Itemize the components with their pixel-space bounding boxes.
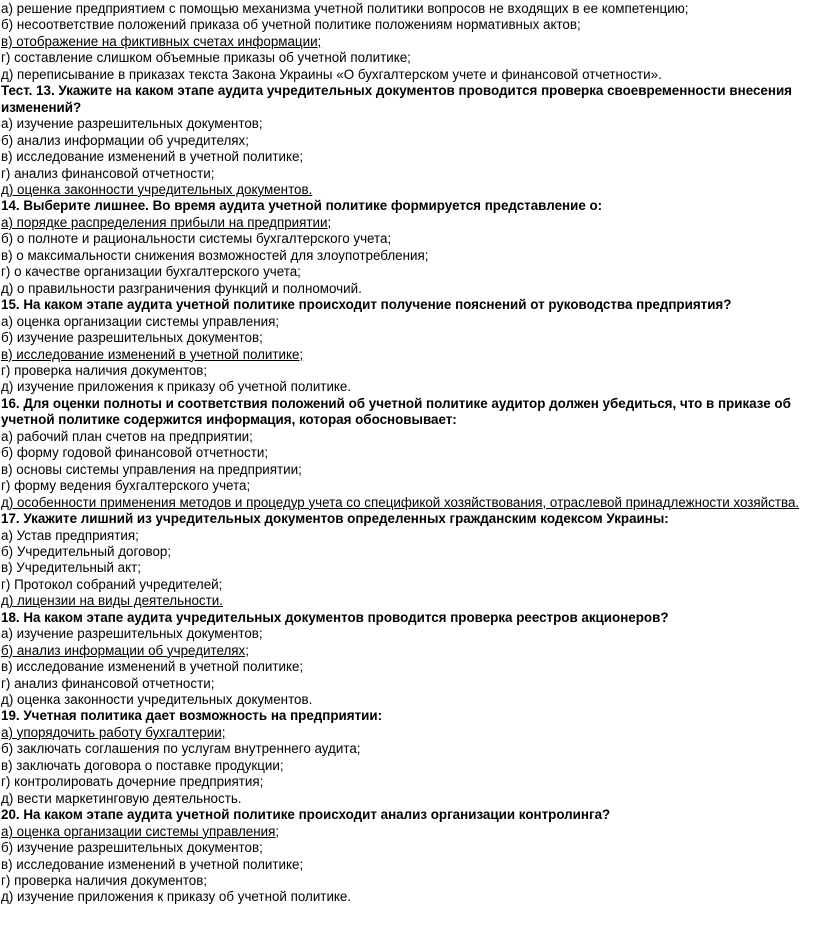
answer-option: а) решение предприятием с помощью механизма учетной политики вопросов не входящих в ее компетенцию; [1, 1, 689, 16]
question-block [1, 807, 816, 906]
answer-option: г) Протокол собраний учредителей; [1, 576, 223, 592]
answer-option: б) заключать соглашения по услугам внутреннего аудита; [1, 741, 361, 757]
answer-option: д) вести маркетинговую деятельность. [1, 790, 242, 806]
answer-option: г) проверка наличия документов; [1, 873, 208, 889]
correct-answer-option: а) порядке распределения прибыли на предприятии; [1, 214, 332, 230]
correct-answer-option: д) оценка законности учредительных документов. [1, 181, 313, 197]
correct-answer-option: а) упорядочить работу бухгалтерии; [1, 724, 226, 740]
answer-option: а) рабочий план счетов на предприятии; [1, 428, 253, 444]
answer-option: д) изучение приложения к приказу об учетной политике. [1, 379, 352, 395]
intro-answer-block [1, 1, 816, 83]
question-title: 15. На каком этапе аудита учетной политике происходит получение пояснений от руководства предприятия? [1, 297, 732, 313]
question-block [1, 297, 816, 396]
correct-answer-option: д) лицензии на виды деятельности. [1, 593, 223, 609]
answer-option: г) контролировать дочерние предприятия; [1, 774, 264, 790]
answer-option: а) Устав предприятия; [1, 527, 139, 543]
answer-option: б) о полноте и рациональности системы бухгалтерского учета; [1, 231, 392, 247]
answer-option: в) Учредительный акт; [1, 560, 141, 576]
correct-answer-option: б) анализ информации об учредителях; [1, 642, 249, 658]
answer-option: г) анализ финансовой отчетности; [1, 165, 215, 181]
question-title: 19. Учетная политика дает возможность на предприятии: [1, 708, 383, 724]
question-title: 20. На каком этапе аудита учетной политике происходит анализ организации контролинга? [1, 807, 611, 823]
answer-option: б) несоответствие положений приказа об учетной политике положениям нормативных актов; [1, 17, 581, 33]
correct-answer-option: в) исследование изменений в учетной политике; [1, 346, 304, 362]
answer-option: а) изучение разрешительных документов; [1, 626, 263, 642]
answer-option: б) изучение разрешительных документов; [1, 840, 263, 856]
answer-option: д) переписывание в приказах текста Закона Украины «О бухгалтерском учете и финансовой отчетности». [1, 66, 662, 82]
answer-option: г) форму ведения бухгалтерского учета; [1, 478, 251, 494]
correct-answer-option: д) особенности применения методов и процедур учета со спецификой хозяйствования, отраслевой принадлежности хозяйства. [1, 494, 800, 510]
answer-option: г) о качестве организации бухгалтерского учета; [1, 264, 301, 280]
question-title: 16. Для оценки полноты и соответствия положений об учетной политике аудитор должен убедиться, что в приказе об учетной политике содержится информация, которая обосновывает: [1, 395, 791, 428]
answer-option: а) оценка организации системы управления; [1, 313, 280, 329]
question-block [1, 511, 816, 610]
question-block [1, 198, 816, 297]
answer-option: в) заключать договора о поставке продукции; [1, 757, 284, 773]
answer-option: б) изучение разрешительных документов; [1, 330, 263, 346]
question-title: Тест. 13. Укажите на каком этапе аудита учредительных документов проводится проверка своевременности внесения изменений? [1, 83, 792, 115]
answer-option: д) о правильности разграничения функций и полномочий. [1, 280, 362, 296]
question-block [1, 396, 816, 511]
question-title: 14. Выберите лишнее. Во время аудита учетной политике формируется представление о: [1, 198, 603, 214]
answer-option: д) оценка законности учредительных документов. [1, 692, 313, 708]
correct-answer-option: в) отображение на фиктивных счетах информации; [1, 33, 322, 49]
answer-option: б) анализ информации об учредителях; [1, 132, 249, 148]
correct-answer-option: а) оценка организации системы управления; [1, 823, 280, 839]
answer-option: б) форму годовой финансовой отчетности; [1, 445, 269, 461]
question-block [1, 708, 816, 807]
question-block [1, 610, 816, 709]
question-title: 17. Укажите лишний из учредительных документов определенных гражданским кодексом Украины: [1, 511, 669, 527]
question-title: 18. На каком этапе аудита учредительных документов проводится проверка реестров акционеров? [1, 609, 669, 625]
answer-option: в) о максимальности снижения возможностей для злоупотребления; [1, 247, 429, 263]
answer-option: в) исследование изменений в учетной политике; [1, 659, 304, 675]
answer-option: в) исследование изменений в учетной политике; [1, 149, 304, 165]
answer-option: г) проверка наличия документов; [1, 362, 208, 378]
answer-option: г) анализ финансовой отчетности; [1, 675, 215, 691]
answer-option: г) составление слишком объемные приказы об учетной политике; [1, 50, 411, 66]
question-block [1, 83, 816, 198]
answer-option: б) Учредительный договор; [1, 543, 172, 559]
answer-option: д) изучение приложения к приказу об учетной политике. [1, 889, 352, 905]
answer-option: а) изучение разрешительных документов; [1, 116, 263, 132]
answer-option: в) исследование изменений в учетной политике; [1, 856, 304, 872]
answer-option: в) основы системы управления на предприятии; [1, 461, 302, 477]
